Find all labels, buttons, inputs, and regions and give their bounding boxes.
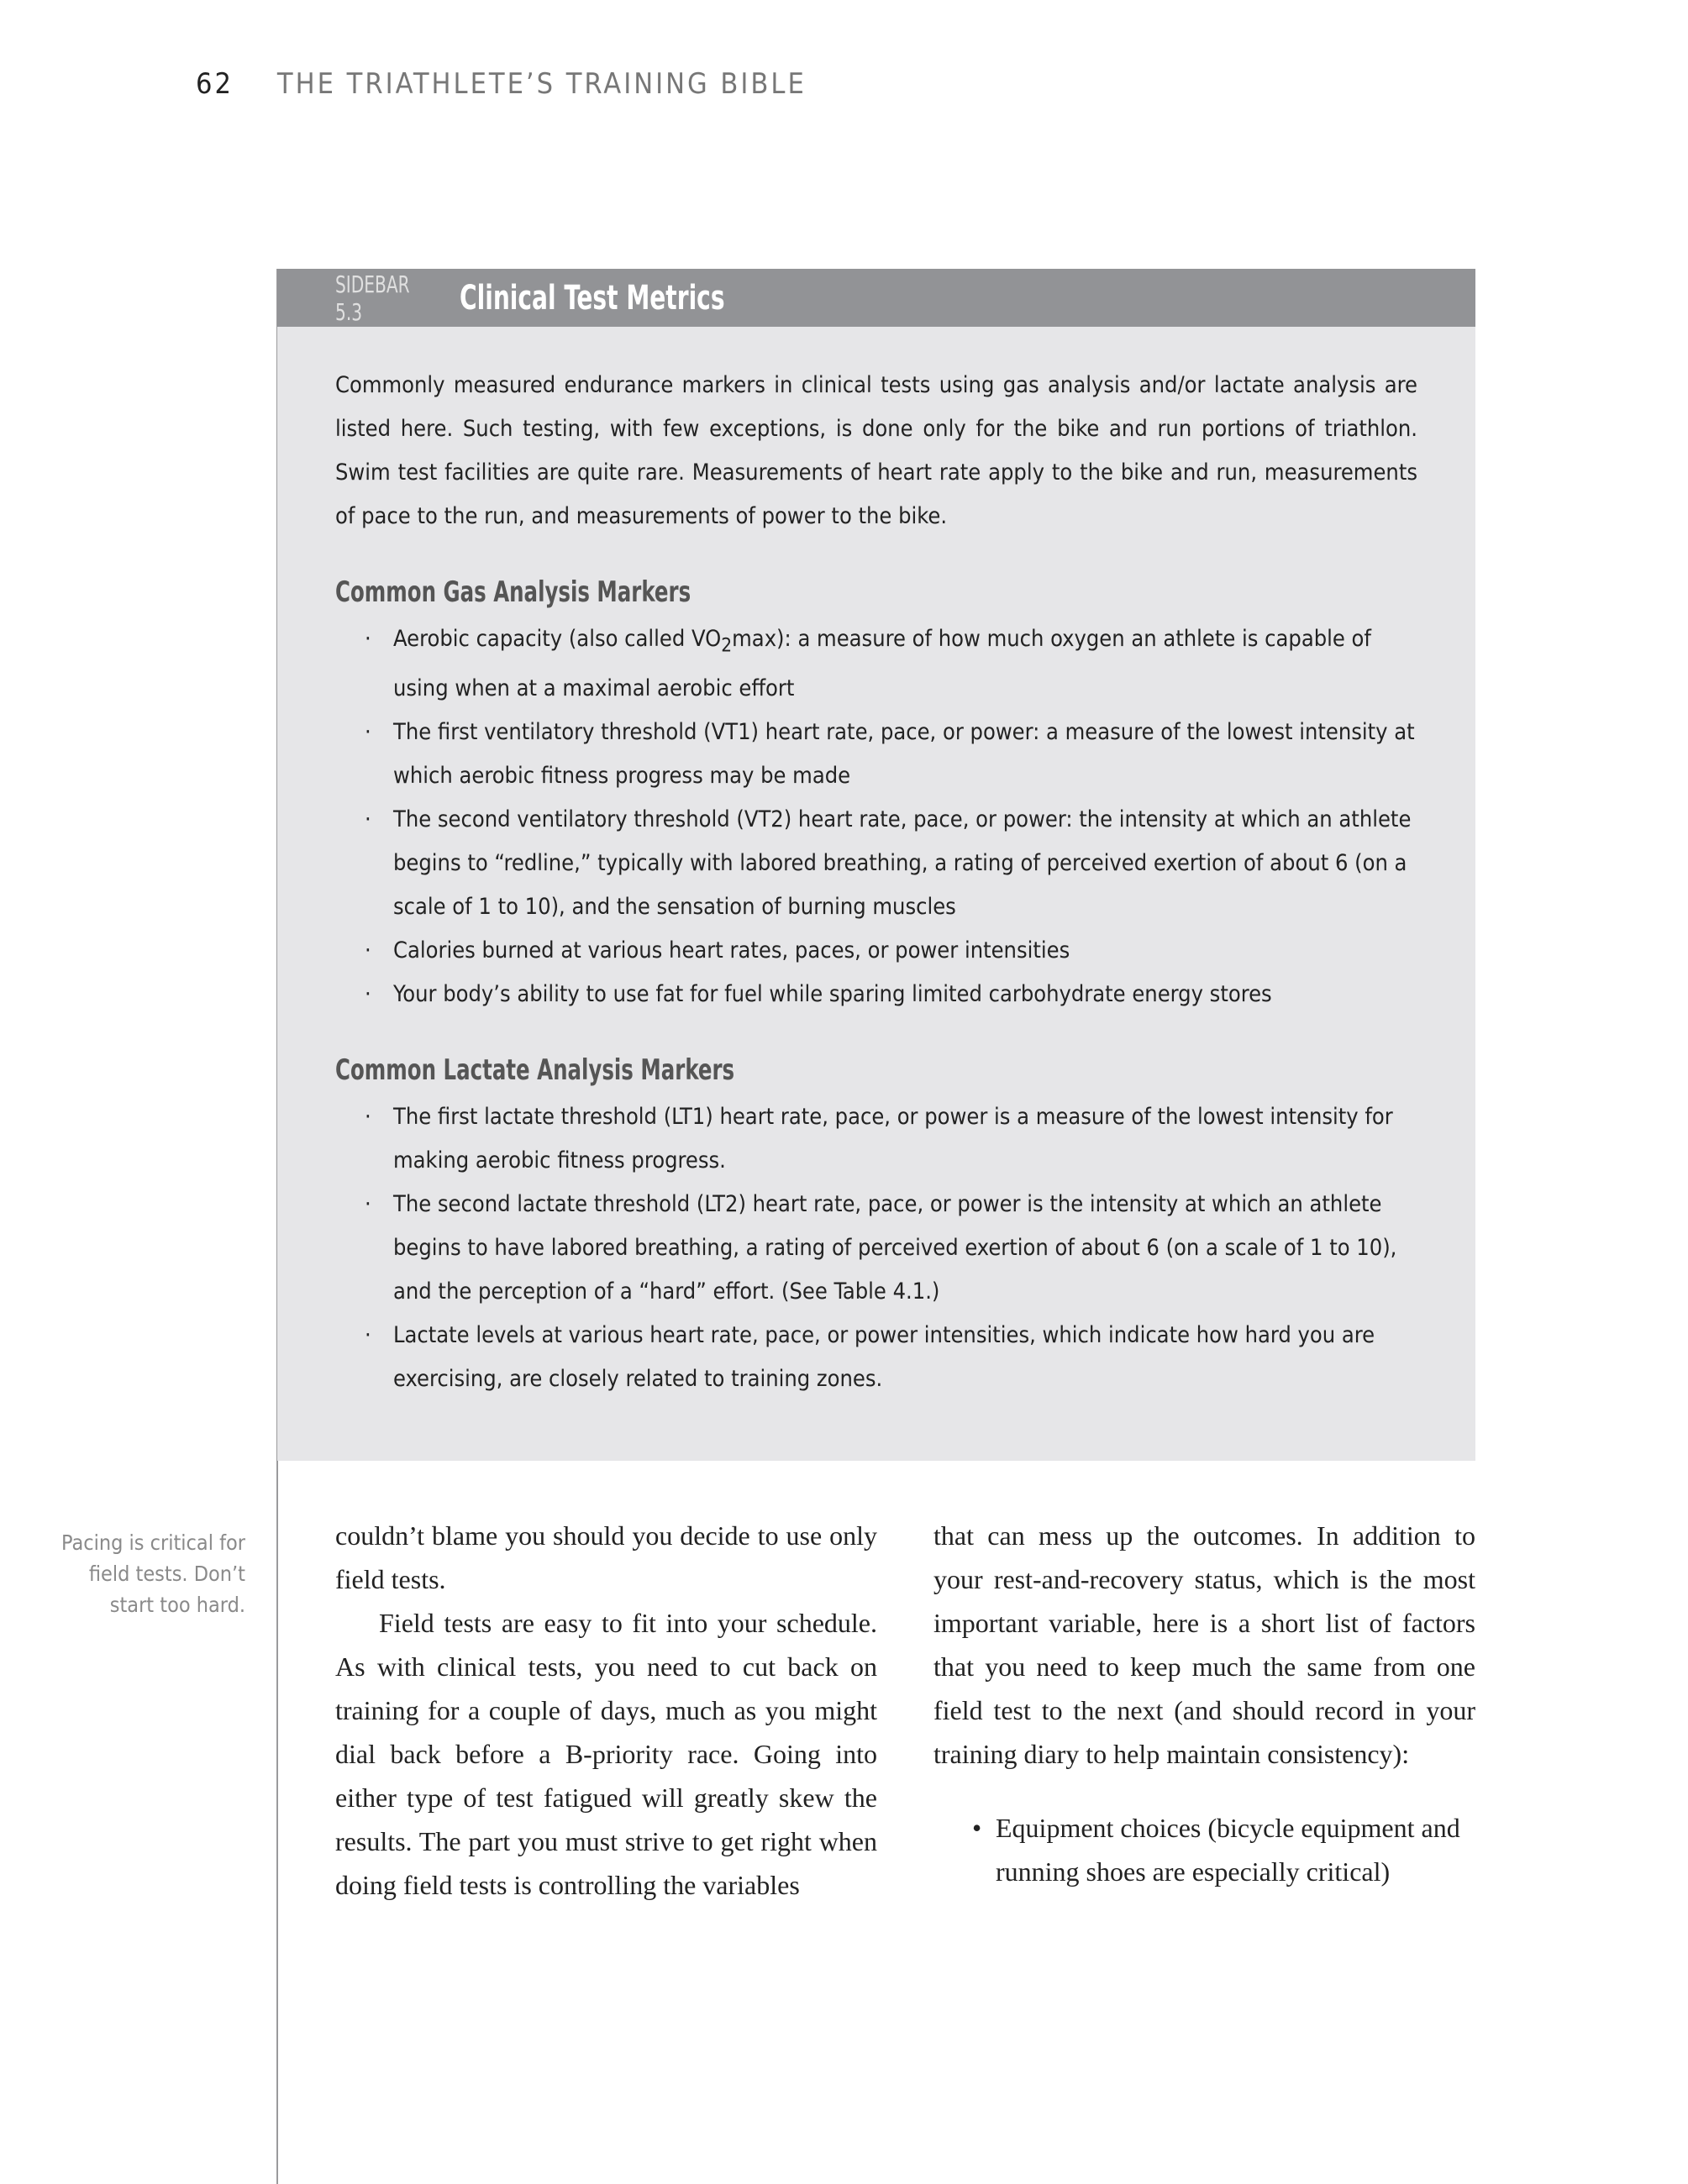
list-item: • Equipment choices (bicycle equipment and running shoes are especially critical) — [972, 1813, 1460, 1887]
list-item: · The first lactate threshold (LT1) heart rate, pace, or power is a measure of the lowest intensity for making aerobic fitness progress. — [365, 1104, 1393, 1174]
sidebar-header — [277, 269, 1475, 327]
gas-list — [335, 617, 1417, 1016]
list-item: · The first ventilatory threshold (VT1) heart rate, pace, or power: a measure of the lowest intensity at which aerobic fitness progress may be made — [365, 719, 1415, 790]
margin-note: Pacing is critical for field tests. Don’t start too hard. — [61, 1530, 245, 1617]
list-item: · Your body’s ability to use fat for fuel while sparing limited carbohydrate energy stores — [365, 981, 1272, 1008]
lactate-list — [335, 1095, 1417, 1401]
running-head — [196, 67, 807, 101]
page-number: 62 — [196, 67, 234, 101]
sidebar-label: SIDEBAR 5.3 — [335, 270, 410, 326]
list-item: · Calories burned at various heart rates, paces, or power intensities — [365, 937, 1070, 964]
list-item: · The second ventilatory threshold (VT2) heart rate, pace, or power: the intensity at which an athlete begins to “redline,” typically with labored breathing, a rating of perceived exertion of about 6 (on a scale of 1 to 10), and the sensation of burning muscles — [365, 806, 1412, 921]
list-item: · The second lactate threshold (LT2) heart rate, pace, or power is the intensity at which an athlete begins to have labored breathing, a rating of perceived exertion of about 6 (on a scale of 1 to 10), and the perception of a “hard” effort. (See Table 4.1.) — [365, 1191, 1397, 1305]
paragraph: couldn’t blame you should you decide to use only field tests. — [335, 1520, 877, 1594]
sidebar-box — [277, 269, 1475, 1461]
body-column-1 — [335, 1514, 877, 1907]
factor-list — [933, 1806, 1475, 1893]
list-item: · Aerobic capacity (also called $VO_2\max$): a measure of how much oxygen an athlete is capable of using when at a maximal aerobic effort — [365, 626, 1371, 702]
body-column-2 — [933, 1514, 1475, 1893]
book-title: THE TRIATHLETE’S TRAINING BIBLE — [276, 67, 807, 101]
lactate-heading: Common Lactate Analysis Markers — [335, 1053, 735, 1088]
paragraph: that can mess up the outcomes. In addition to your rest-and-recovery status, which is the most important variable, here is a short list of factors that you need to keep much the same from one field test to the next (and should record in your training diary to help maintain consistency): — [933, 1520, 1475, 1769]
sidebar-title: Clinical Test Metrics — [460, 278, 725, 318]
gas-heading: Common Gas Analysis Markers — [335, 575, 692, 609]
list-item: · Lactate levels at various heart rate, pace, or power intensities, which indicate how hard you are exercising, are closely related to training zones. — [365, 1322, 1375, 1393]
sidebar-intro: Commonly measured endurance markers in clinical tests using gas analysis and/or lactate analysis are listed here. Such testing, with few exceptions, is done only for the bike and run portions of triathlon. Swim test facilities are quite rare. Measurements of heart rate apply to the bike and run, measurements of pace to the run, and measurements of power to the bike. — [335, 372, 1417, 529]
paragraph: Field tests are easy to fit into your schedule. As with clinical tests, you need to cut back on training for a couple of days, much as you might dial back before a B-priority race. Going into either type of test fatigued will greatly skew the results. The part you must strive to get right when doing field tests is controlling the variables — [335, 1608, 877, 1900]
